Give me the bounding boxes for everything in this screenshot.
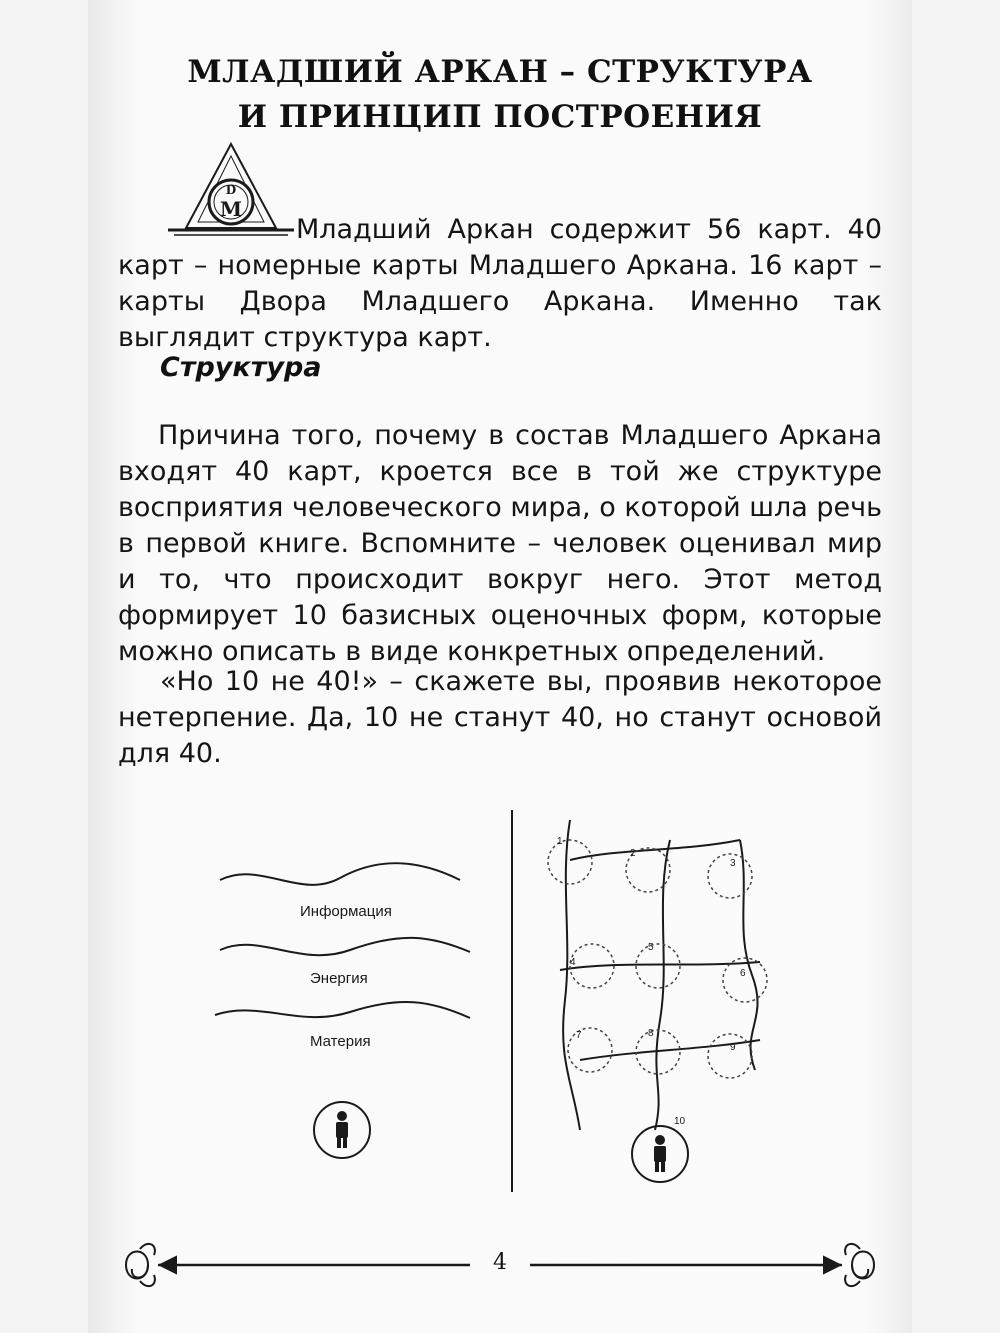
section-heading: Структура	[160, 352, 322, 383]
node-label-9: 9	[730, 1042, 736, 1053]
wave-information	[220, 863, 460, 885]
node-label-1: 1	[557, 836, 563, 847]
intro-paragraph-text: Младший Аркан содержит 56 карт. 40 карт – номерные карты Младшего Аркана. 16 карт – карты Двора Младшего Аркана. Именно так выглядит структура карт.	[118, 214, 882, 353]
label-energy: Энергия	[310, 970, 368, 987]
node-label-5: 5	[648, 942, 654, 953]
wave-energy-2	[215, 1002, 470, 1018]
label-information: Информация	[300, 903, 392, 920]
body-paragraph-1: Причина того, почему в состав Младшего Аркана входят 40 карт, кроется все в той же структуре восприятия человеческого мира, о которой шла речь в первой книге. Вспомните – человек оценивал мир и то, что происходит вокруг него. Этот метод формирует 10 базисных оценочных форм, которые можно описать в виде конкретных определений.	[118, 420, 882, 667]
intro-paragraph	[118, 212, 882, 356]
person-icon	[336, 1111, 348, 1148]
node-label-7: 7	[576, 1030, 582, 1041]
node-label-2: 2	[630, 848, 636, 859]
emblem-letter-main: M	[219, 197, 243, 221]
structure-diagram	[200, 800, 780, 1200]
node-label-10: 10	[674, 1116, 686, 1127]
label-matter: Материя	[310, 1033, 371, 1050]
page-number: 4	[493, 1250, 507, 1275]
chapter-title-line-1: МЛАДШИЙ АРКАН – СТРУКТУРА	[187, 54, 813, 90]
emblem-letter-top: D	[225, 183, 237, 197]
person-icon	[654, 1135, 666, 1172]
body-paragraph-2: «Но 10 не 40!» – скажете вы, проявив некоторое нетерпение. Да, 10 не станут 40, но станут основой для 40.	[118, 666, 882, 769]
node-label-4: 4	[570, 957, 576, 968]
wave-energy-1	[220, 938, 470, 955]
node-label-6: 6	[740, 968, 746, 979]
node-label-8: 8	[648, 1028, 654, 1039]
node-label-3: 3	[730, 858, 736, 869]
chapter-title-line-2: И ПРИНЦИП ПОСТРОЕНИЯ	[237, 99, 763, 135]
